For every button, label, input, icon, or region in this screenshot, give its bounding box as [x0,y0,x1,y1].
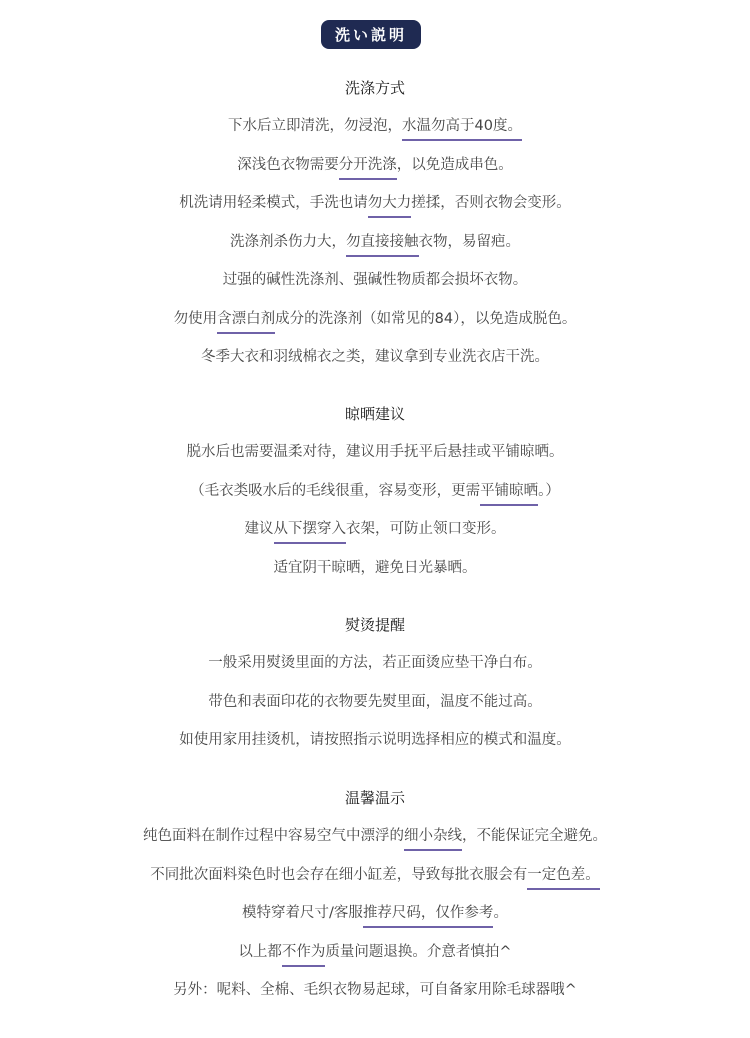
section-title: 晾晒建议 [344,405,405,423]
section-title: 温馨温示 [344,789,405,807]
text-line: 带色和表面印花的衣物要先熨里面，温度不能过高。 [208,693,542,710]
text-line: 不同批次面料染色时也会存在细小缸差，导致每批衣服会有一定色差。 [150,866,600,883]
text-line: 以上都不作为质量问题退换。介意者慎拍^ [238,943,512,960]
section-washing [0,76,750,384]
text-line: 如使用家用挂烫机，请按照指示说明选择相应的模式和温度。 [179,732,571,748]
underlined-text: 平铺晾晒 [480,482,539,499]
underlined-text: 不作为 [281,943,326,960]
text-line: 过强的碱性洗涤剂、强碱性物质都会损坏衣物。 [222,272,528,288]
text-line: 机洗请用轻柔模式，手洗也请勿大力搓揉，否则衣物会变形。 [179,195,571,211]
text-line: 冬季大衣和羽绒棉衣之类，建议拿到专业洗衣店干洗。 [201,349,549,365]
section-drying [0,402,750,594]
underlined-text: 含漂白剂 [217,310,276,327]
underlined-text: 细小杂线 [404,828,462,844]
text-line: 深浅色衣物需要分开洗涤，以免造成串色。 [237,156,513,173]
text-line: （毛衣类吸水后的毛线很重，容易变形，更需平铺晾晒。） [190,482,560,499]
text-line: 一般采用熨烫里面的方法，若正面烫应垫干净白布。 [208,655,542,671]
section-ironing [0,613,750,767]
section-title: 熨烫提醒 [344,616,405,634]
text-line: 另外：呢料、全棉、毛织衣物易起球，可自备家用除毛球器哦^ [173,982,577,998]
text-line: 建议从下摆穿入衣架，可防止领口变形。 [244,521,506,537]
underlined-text: 分开洗涤 [338,156,397,173]
underlined-text: 一定色差。 [527,866,600,883]
underlined-text: 勿大力 [367,195,412,211]
text-line: 适宜阴干晾晒，避免日光暴晒。 [273,559,477,576]
underlined-text: 推荐尺码，仅作参考 [362,905,494,921]
text-line: 脱水后也需要温柔对待，建议用手抚平后悬挂或平铺晾晒。 [186,444,564,460]
text-line: 纯色面料在制作过程中容易空气中漂浮的细小杂线，不能保证完全避免。 [143,828,607,844]
text-line: 下水后立即清洗，勿浸泡，水温勿高于40度。 [228,118,522,134]
underlined-text: 勿直接接触 [346,233,419,250]
text-line: 模特穿着尺寸/客服推荐尺码，仅作参考。 [242,905,508,921]
underlined-text: 从下摆穿入 [273,521,346,537]
underlined-text: 水温勿高于40度。 [402,118,522,134]
section-tips [0,786,750,1017]
section-title: 洗涤方式 [344,79,405,97]
header-badge: 洗い説明 [321,20,421,49]
text-line: 勿使用含漂白剂成分的洗涤剂（如常见的84），以免造成脱色。 [173,310,577,327]
text-line: 洗涤剂杀伤力大，勿直接接触衣物，易留疤。 [230,233,520,250]
